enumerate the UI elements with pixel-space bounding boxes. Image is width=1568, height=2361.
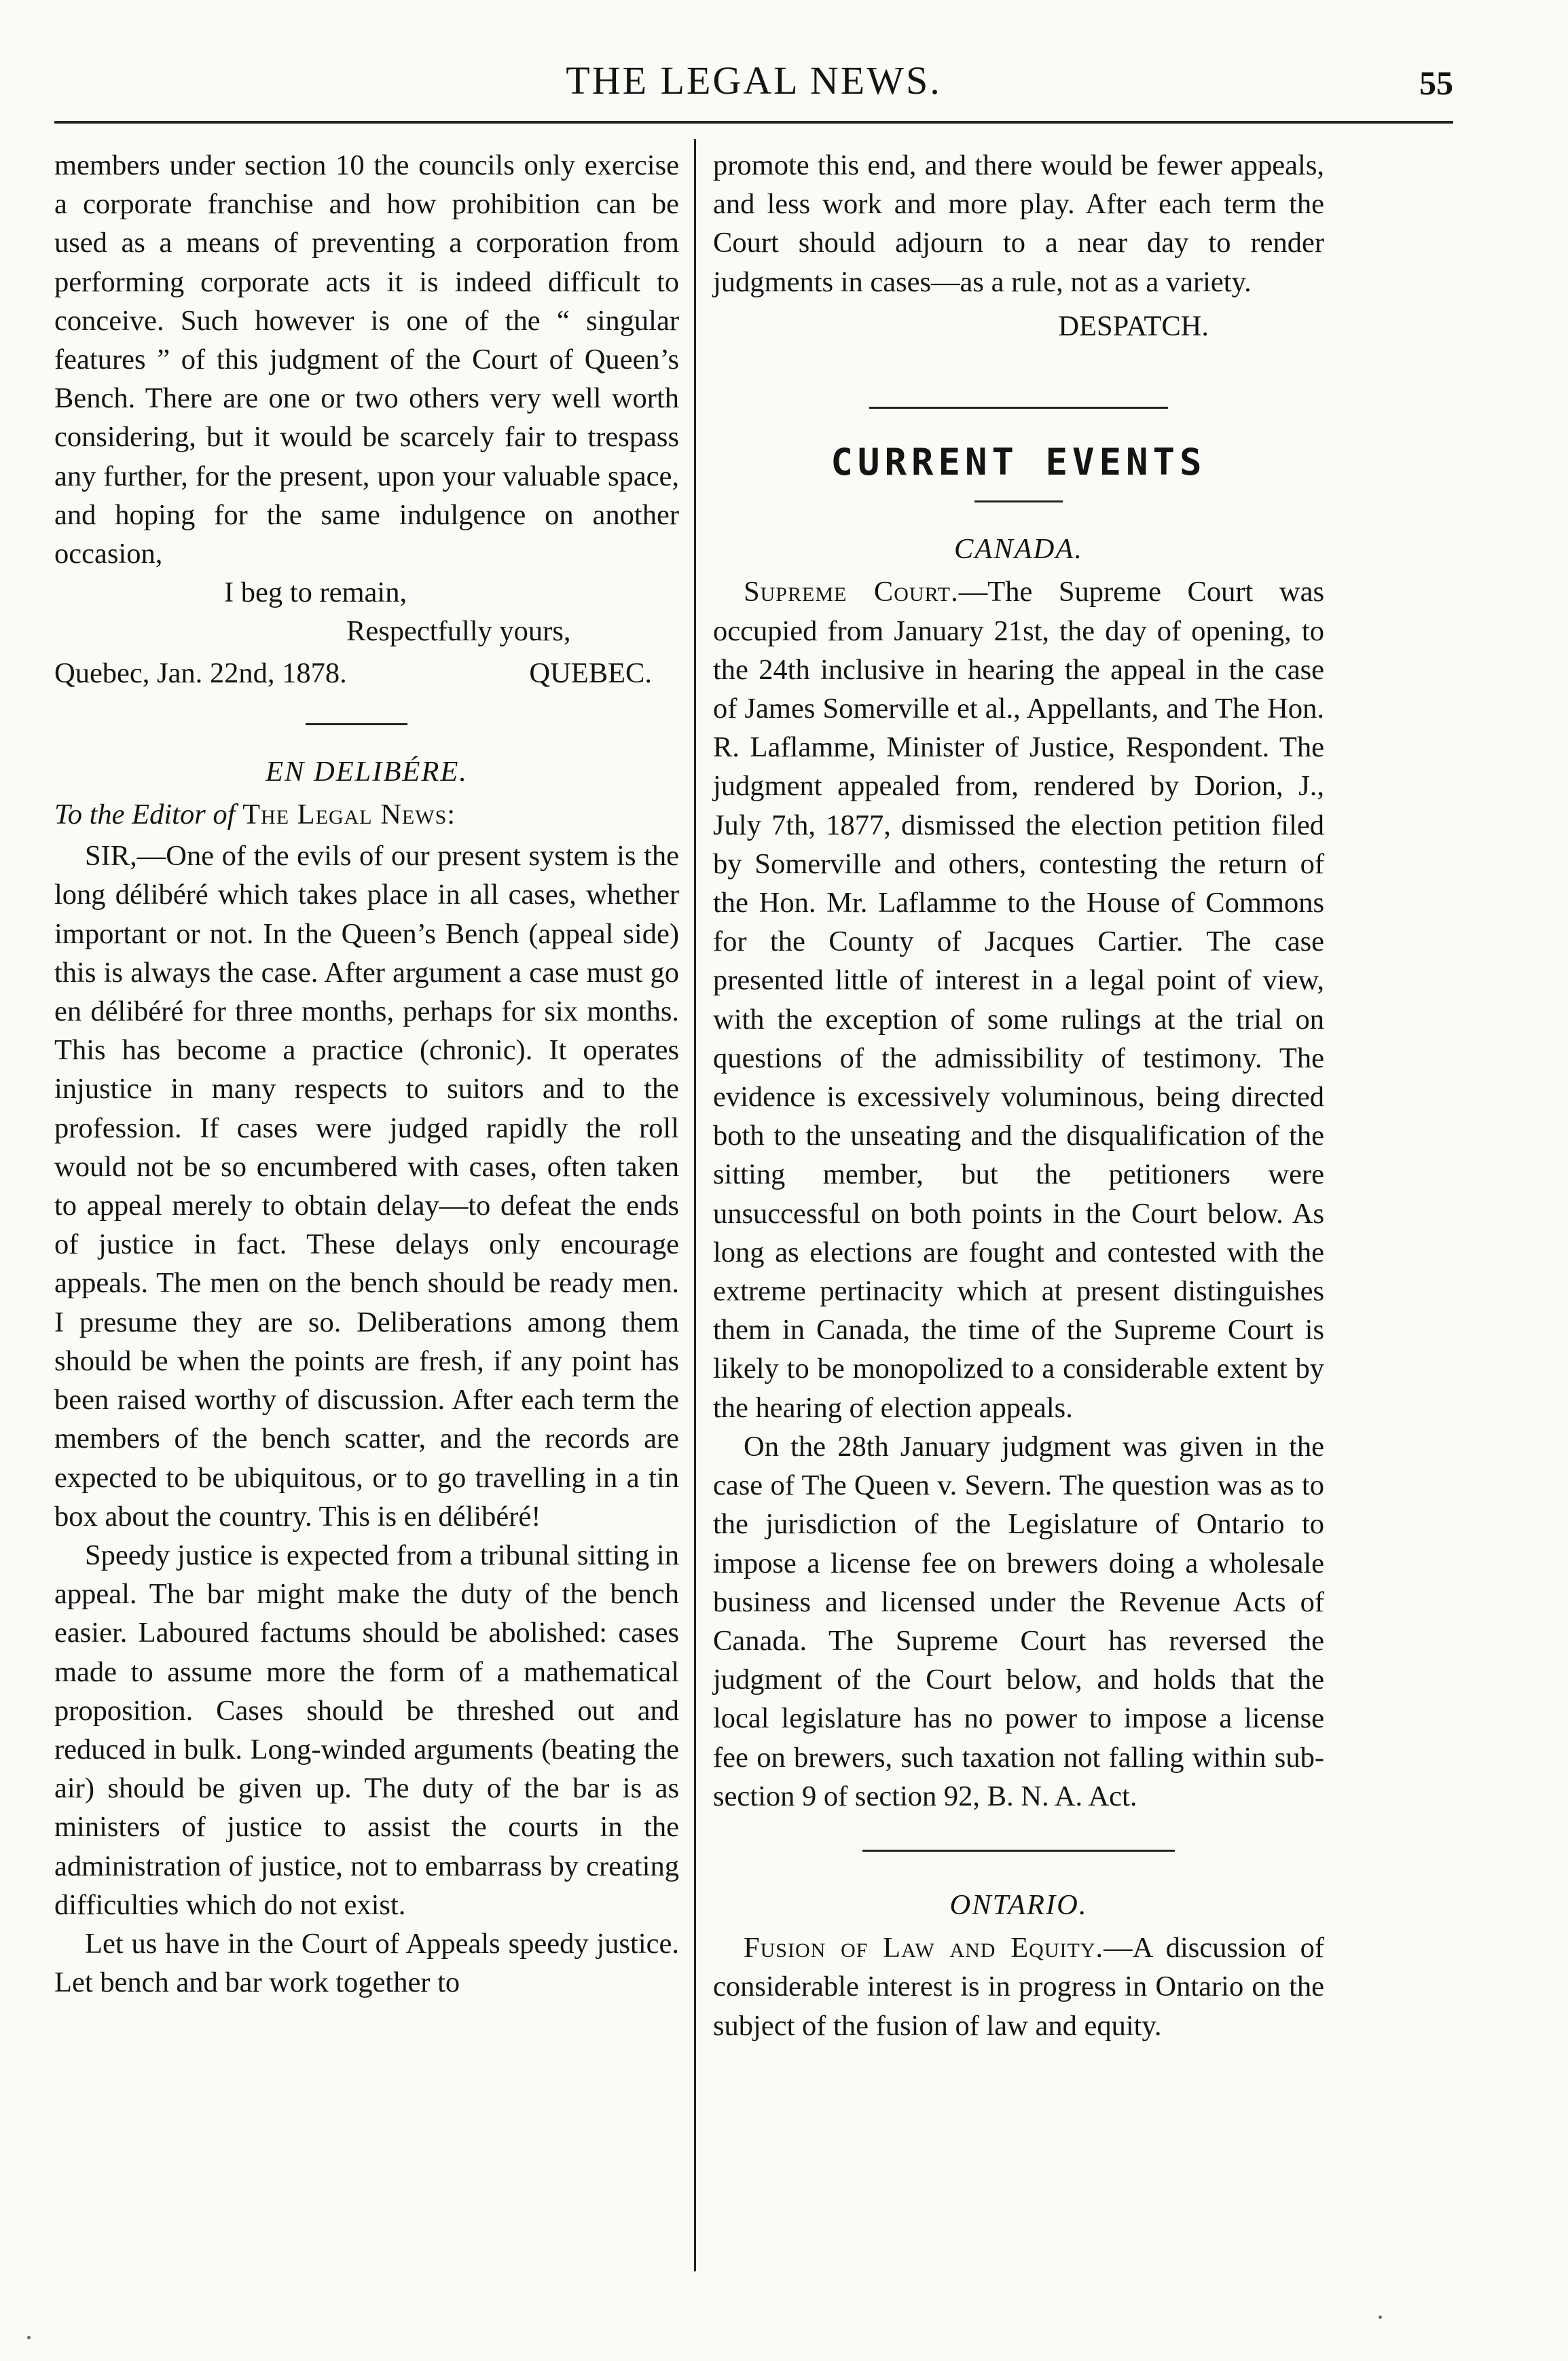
letter-paragraph: Let us have in the Court of Appeals speedy justice. Let bench and bar work together to (54, 1927, 679, 1999)
news-paragraph: On the 28th January judgment was given in the case of The Queen v. Severn. The question was as to the jurisdiction of the Legislature of Ontario to impose a license fee on brewers doing a wholesale business and licensed under the Revenue Acts of Canada. The Supreme Court has reversed the judgment of the Court below, and holds that the local legislature has no power to impose a license fee on brewers, such taxation not falling within sub-section 9 of section 92, B. N. A. Act. (713, 1430, 1324, 1812)
letter-paragraph: SIR,—One of the evils of our present system is the long délibéré which takes place in all cases, whether important or not. In the Queen’s Bench (appeal side) this is always the case. After argument a case must go en délibéré for three months, perhaps for six months. This has become a practice (chronic). It operates injustice in many respects to suitors and to the profession. If cases were judged rapidly the roll would not be so encumbered with cases, often taken to appeal merely to obtain delay—to defeat the ends of justice in fact. These delays only encourage appeals. The men on the bench should be ready men. I presume they are so. Deliberations among them should be when the points are fresh, if any point has been raised worthy of discussion. After each term the members of the bench scatter, and the records are expected to be ubiquitous, or to go travelling in a tin box about the country. This is en délibéré! (54, 840, 679, 1533)
paragraph-body: —The Supreme Court was occupied from January 21st, the day of opening, to the 24th inclusive in hearing the appeal in the case of James Somerville et al., Appellants, and The Hon. R. Laflamme, Minister of Justice, Respondent. The judgment appealed from, rendered by Dorion, J., July 7th, 1877, dismissed the election petition filed by Somerville and others, contesting the return of the Hon. Mr. Laflamme to the House of Commons for the County of Jacques Cartier. The case presented little of interest in a legal point of view, with the exception of some rulings at the trial on questions of the admissibility of testimony. The evidence is excessively voluminous, being directed both to the unseating and the disqualification of the sitting member, but the petitioners were unsuccessful on both points in the Court below. As long as elections are fought and contested with the extreme pertinacity which at present distinguishes them in Canada, the time of the Supreme Court is likely to be monopolized to a considerable extent by the hearing of election appeals. (713, 576, 1324, 1424)
page-header (54, 58, 1453, 112)
column-divider (694, 139, 696, 2271)
subsection-heading-ontario: ONTARIO. (949, 1888, 1088, 1921)
page-number: 55 (1419, 64, 1453, 102)
news-paragraph (713, 572, 1324, 1427)
salutation-suffix: : (447, 799, 456, 831)
continued-letter-text: promote this end, and there would be fewer appeals, and less work and more play. After each term the Court should adjourn to a near day to render judgments in cases—as a rule, not as a variety. (713, 149, 1324, 298)
section-rule (306, 723, 407, 725)
continued-letter-text: members under section 10 the councils only exercise a corporate franchise and how prohibition can be used as a means of preventing a corporation from performing corporate acts it is indeed difficult to conceive. Such however is one of the “ singular features ” of this judgment of the Court of Queen’s Bench. There are one or two others very well worth considering, but it would be scarcely fair to trespass any further, for the present, upon your valuable space, and hoping for the same indulgence on another occasion, (54, 149, 679, 570)
section-rule (862, 1850, 1175, 1852)
news-paragraph (713, 1928, 1324, 2045)
letter-valediction: Respectfully yours, (346, 615, 571, 648)
header-rule (54, 121, 1453, 124)
paper-speck (27, 2336, 31, 2339)
dateline-row (54, 654, 679, 693)
letter-signature: DESPATCH. (1058, 310, 1209, 342)
left-column (54, 146, 679, 2002)
letter-title: EN DELIBÉRE. (266, 755, 468, 788)
heading-rule (974, 500, 1063, 502)
salutation-paper: The Legal News (242, 799, 448, 831)
section-rule (869, 407, 1168, 409)
salutation-prefix: To the Editor of (54, 799, 236, 831)
letter-closing: I beg to remain, (224, 576, 407, 609)
paragraph-lead: Fusion of Law and Equity. (744, 1932, 1104, 1964)
paper-speck (1379, 2316, 1382, 2319)
subsection-heading-canada: CANADA. (954, 533, 1083, 566)
letter-signature: QUEBEC. (529, 657, 652, 689)
paragraph-lead: Supreme Court. (744, 576, 959, 608)
section-heading: CURRENT EVENTS (831, 441, 1207, 484)
letter-dateline: Quebec, Jan. 22nd, 1878. (54, 657, 347, 689)
letter-salutation (54, 795, 679, 834)
running-title: THE LEGAL NEWS. (566, 58, 942, 103)
paragraph-body: —A discussion of considerable interest is in progress in Ontario on the subject of the fusion of law and equity. (713, 1932, 1324, 2042)
right-column (713, 146, 1324, 2045)
letter-paragraph: Speedy justice is expected from a tribunal sitting in appeal. The bar might make the duty of the bench easier. Laboured factums should be abolished: cases made to assume more the form of a mathematical proposition. Cases should be threshed out and reduced in bulk. Long-winded arguments (beating the air) should be given up. The duty of the bar is as ministers of justice to assist the courts in the administration of justice, not to embarrass by creating difficulties which do not exist. (54, 1539, 679, 1921)
